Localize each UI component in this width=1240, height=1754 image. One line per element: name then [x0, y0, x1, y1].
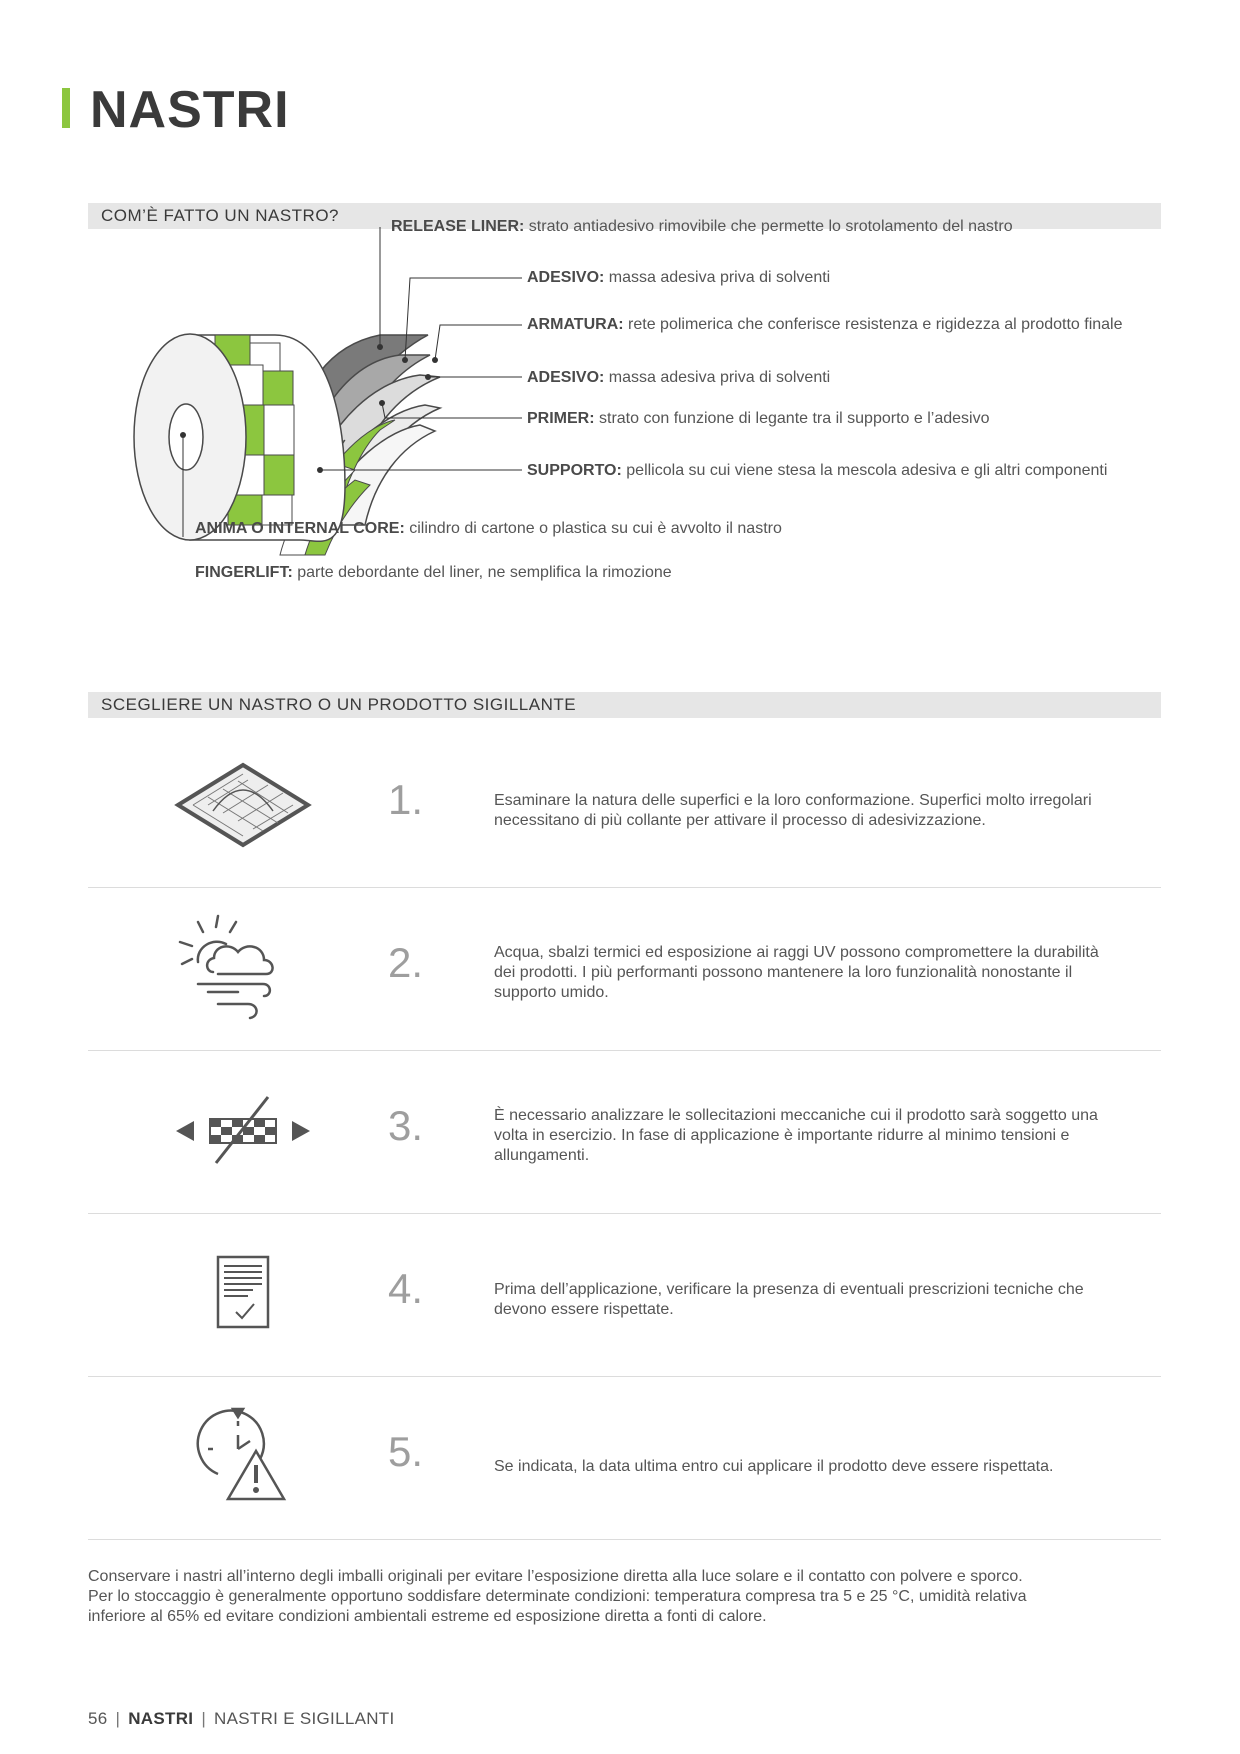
page-footer: 56 | NASTRI | NASTRI E SIGILLANTI: [88, 1709, 395, 1728]
step-3: [88, 1051, 1161, 1214]
storage-note: Conservare i nastri all’interno degli imballi originali per evitare l’esposizione diretta alla luce solare e il contatto con polvere e sporco. Per lo stoccaggio è generalmente opportuno soddisfare determinate condizioni: temperatura compresa tra 5 e 25 °C, umidità relativa inferiore al 65% ed evitare condizioni ambientali estreme ed esposizione diretta a fonti di calore.: [88, 1568, 1027, 1625]
step-number: 1.: [388, 776, 424, 823]
expiry-warning-icon: [168, 1399, 318, 1504]
label-armatura: ARMATURA: rete polimerica che conferisce resistenza e rigidezza al prodotto finale: [527, 316, 1123, 333]
label-release-liner: RELEASE LINER: strato antiadesivo rimovibile che permette lo srotolamento del nastro: [391, 218, 1013, 235]
title-accent-bar: [62, 88, 70, 128]
footer-section: NASTRI E SIGILLANTI: [214, 1709, 395, 1728]
footer-chapter: NASTRI: [128, 1709, 194, 1728]
label-internal-core: ANIMA O INTERNAL CORE: cilindro di cartone o plastica su cui è avvolto il nastro: [195, 520, 782, 537]
label-fingerlift: FINGERLIFT: parte debordante del liner, ne semplifica la rimozione: [195, 564, 672, 581]
tape-structure-diagram: [0, 218, 1240, 675]
section-heading-structure: COM’È FATTO UN NASTRO?: [88, 203, 1161, 229]
step-description: Acqua, sbalzi termici ed esposizione ai raggi UV possono compromettere la durabilità dei prodotti. I più performanti possono mantenere la loro funzionalità nonostante il supporto umido.: [494, 944, 1099, 1001]
step-description: Se indicata, la data ultima entro cui applicare il prodotto deve essere rispettata.: [494, 1458, 1054, 1475]
label-adesivo-top: ADESIVO: massa adesiva priva di solventi: [527, 269, 831, 286]
page-title: NASTRI: [90, 81, 290, 139]
step-number: 5.: [388, 1428, 424, 1475]
step-number: 3.: [388, 1102, 424, 1149]
page-number: 56: [88, 1709, 108, 1728]
step-description: Prima dell’applicazione, verificare la presenza di eventuali prescrizioni tecniche che devono essere rispettate.: [494, 1281, 1084, 1318]
label-primer: PRIMER: strato con funzione di legante tra il supporto e l’adesivo: [527, 410, 990, 427]
step-number: 4.: [388, 1265, 424, 1312]
divider: [88, 1539, 1161, 1540]
step-5: [88, 1377, 1161, 1540]
step-description: Esaminare la natura delle superfici e la loro conformazione. Superfici molto irregolari necessitano di più collante per attivare il processo di adesivizzazione.: [494, 792, 1092, 829]
step-number: 2.: [388, 939, 424, 986]
label-supporto: SUPPORTO: pellicola su cui viene stesa la mescola adesiva e gli altri componenti: [527, 462, 1108, 479]
step-2: [88, 888, 1161, 1051]
step-1: [88, 725, 1161, 888]
no-stretch-icon: [168, 1079, 318, 1184]
surface-mesh-icon: [168, 753, 318, 858]
step-description: È necessario analizzare le sollecitazioni meccaniche cui il prodotto sarà soggetto una volta in esercizio. In fase di applicazione è importante ridurre al minimo tensioni e allungamenti.: [494, 1107, 1098, 1164]
checklist-document-icon: [168, 1242, 318, 1347]
tape-roll-illustration: [0, 225, 1240, 675]
section-heading-choose: SCEGLIERE UN NASTRO O UN PRODOTTO SIGILLANTE: [88, 692, 1161, 718]
label-adesivo-bottom: ADESIVO: massa adesiva priva di solventi: [527, 369, 831, 386]
step-4: [88, 1214, 1161, 1377]
weather-icon: [168, 912, 318, 1027]
